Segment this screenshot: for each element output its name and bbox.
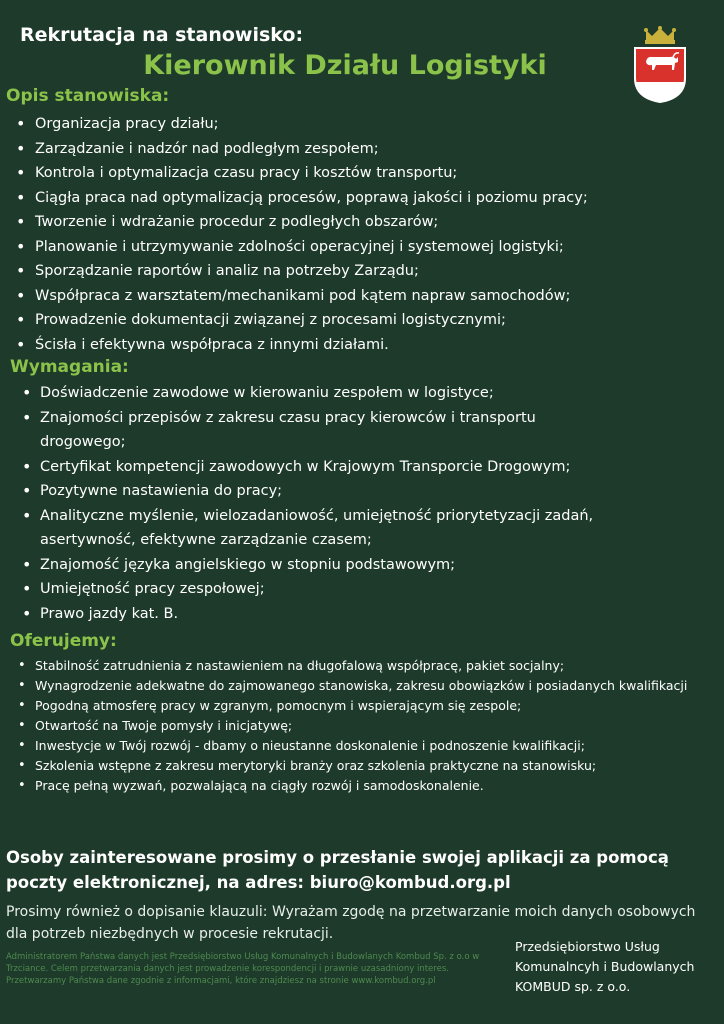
list-item: • Inwestycje w Twój rozwój - dbamy o nieustanne doskonalenie i podnoszenie kwalifikacji; — [16, 736, 716, 756]
list-item: • Współpraca z warsztatem/mechanikami pod kątem napraw samochodów; — [14, 284, 714, 309]
description-list — [14, 112, 714, 357]
company-line: Komunalncyh i Budowlanych — [515, 959, 695, 974]
list-item: • Doświadczenie zawodowe w kierowaniu zespołem w logistyce; — [20, 381, 700, 406]
list-item: • Tworzenie i wdrażanie procedur z podległych obszarów; — [14, 210, 714, 235]
company-name — [515, 937, 720, 997]
list-item: • Otwartość na Twoje pomysły i inicjatywę; — [16, 716, 716, 736]
crown-shield-ox-icon — [632, 26, 688, 104]
list-item: • Znajomość języka angielskiego w stopniu podstawowym; — [20, 553, 700, 578]
list-item: • Wynagrodzenie adekwatne do zajmowanego stanowiska, zakresu obowiązków i posiadanych kwalifikacji — [16, 676, 701, 696]
list-item: • Znajomości przepisów z zakresu czasu pracy kierowców i transportu drogowego; — [20, 406, 620, 455]
section-title-offer: Oferujemy: — [10, 631, 117, 651]
list-item: • Certyfikat kompetencji zawodowych w Krajowym Transporcie Drogowym; — [20, 455, 700, 480]
list-item: • Szkolenia wstępne z zakresu merytoryki branży oraz szkolenia praktyczne na stanowisku; — [16, 756, 716, 776]
section-title-requirements: Wymagania: — [10, 357, 129, 377]
list-item: • Stabilność zatrudnienia z nastawieniem na długofalową współpracę, pakiet socjalny; — [16, 656, 716, 676]
contact-call-to-action: Osoby zainteresowane prosimy o przesłanie swojej aplikacji za pomocą poczty elektronicznej, na adres: biuro@kombud.org.pl — [6, 848, 669, 892]
list-item: • Zarządzanie i nadzór nad podległym zespołem; — [14, 137, 714, 162]
list-item: • Sporządzanie raportów i analiz na potrzeby Zarządu; — [14, 259, 714, 284]
list-item: • Planowanie i utrzymywanie zdolności operacyjnej i systemowej logistyki; — [14, 235, 714, 260]
list-item: • Prowadzenie dokumentacji związanej z procesami logistycznymi; — [14, 308, 714, 333]
job-title: Kierownik Działu Logistyki — [143, 50, 547, 81]
list-item: • Prawo jazdy kat. B. — [20, 602, 700, 627]
list-item: • Pozytywne nastawienia do pracy; — [20, 479, 700, 504]
list-item: • Ścisła i efektywna współpraca z innymi działami. — [14, 333, 714, 358]
consent-clause: Prosimy również o dopisanie klauzuli: Wyrażam zgodę na przetwarzanie moich danych osobowych dla potrzeb niezbędnych w procesie rekrutacji. — [6, 904, 696, 942]
list-item: • Organizacja pracy działu; — [14, 112, 714, 137]
list-item: • Pogodną atmosferę pracy w zgranym, pomocnym i wspierającym się zespole; — [16, 696, 716, 716]
section-title-description: Opis stanowiska: — [6, 86, 170, 106]
data-admin-note: Administratorem Państwa danych jest Przedsiębiorstwo Usług Komunalnych i Budowlanych Kombud Sp. z o.o w Trzciance. Celem przetwarzania danych jest prowadzenie korespondencji i prawnie uzasadniony interes. Przetwarzamy Państwa dane zgodnie z informacjami, które znajdziesz na stronie www.kombud.org.pl — [6, 952, 480, 986]
offer-list — [16, 656, 716, 796]
list-item: • Umiejętność pracy zespołowej; — [20, 577, 700, 602]
list-item: • Pracę pełną wyzwań, pozwalającą na ciągły rozwój i samodoskonalenie. — [16, 776, 716, 796]
company-line: Przedsiębiorstwo Usług — [515, 939, 660, 954]
header-label: Rekrutacja na stanowisko: — [20, 24, 304, 46]
requirements-list — [20, 381, 700, 626]
list-item: • Kontrola i optymalizacja czasu pracy i kosztów transportu; — [14, 161, 714, 186]
company-line: KOMBUD sp. z o.o. — [515, 979, 631, 994]
list-item: • Analityczne myślenie, wielozadaniowość, umiejętność priorytetyzacji zadań, asertywność, efektywne zarządzanie czasem; — [20, 504, 680, 553]
list-item: • Ciągła praca nad optymalizacją procesów, poprawą jakości i poziomu pracy; — [14, 186, 714, 211]
